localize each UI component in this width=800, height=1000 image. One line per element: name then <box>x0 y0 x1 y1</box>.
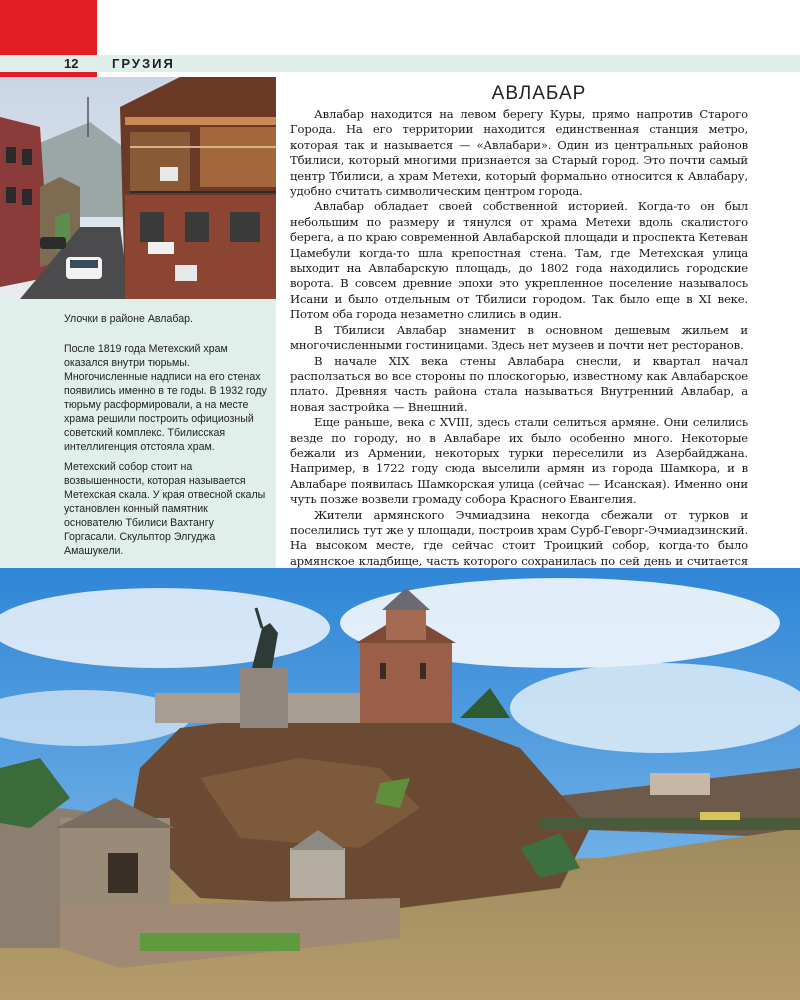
article <box>290 82 748 585</box>
caption-cathedral: Метехский собор стоит на возвышенности, которая называется Метехская скала. У края отвесной скалы установлен конный памятник основателю Тбилиси Вахтангу Горгасали. Скульптор Элгуджа Амашукели. <box>64 461 266 557</box>
caption-prison: После 1819 года Метехский храм оказался внутри тюрьмы. Многочисленные надписи на его стенах появились именно в те годы. В 1932 году тюрьму расформировали, а на месте храма решили построить официозный советский комплекс. Тбилисская интеллигенция отстояла храм. <box>64 343 267 453</box>
page-number: 12 <box>64 56 79 71</box>
metekhi-photo <box>0 568 800 1000</box>
article-title: АВЛАБАР <box>491 83 587 104</box>
caption-street: Улочки в районе Авлабар. <box>64 313 193 325</box>
street-photo <box>0 77 276 299</box>
article-paragraph: Авлабар обладает своей собственной историей. Когда-то он был небольшим по размеру и тянулся от храма Метехи вдоль скалистого берега, а по краю современной Авлабарской площади и проспекта Кетеван Цамебули когда-то шла крепостная стена. Там, где Метехская улица выходит на Авлабарскую площадь, до 1802 года находились городские ворота. В совсем древние эпохи это укрепленное поселение называлось Исани и было отдельным от Тбилиси городом. Так было еще в XI веке. Потом оба города незаметно слились в один. <box>290 199 748 322</box>
article-paragraph: Жители армянского Эчмиадзина некогда сбежали от турков и поселились тут же у площади, построив храм Сурб-Геворг-Эчмиадзинский. На высоком месте, где сейчас стоит Троицкий собор, когда-то было армянское кладбище, часть которого сохранилась по сей день и считается <box>290 507 748 568</box>
article-paragraph: В Тбилиси Авлабар знаменит в основном дешевым жильем и многочисленными гостиницами. Здесь нет музеев и почти нет ресторанов. <box>290 322 748 353</box>
article-paragraph: Еще раньше, века с XVIII, здесь стали селиться армяне. Они селились везде по городу, но в Авлабаре их было особенно много. Некоторые бежали из Армении, некоторых турки переселили из Азербайджана. Например, в 1722 году сюда выселили армян из города Шамкора, и в Авлабаре появилась Шамкорская улица (сейчас — Исанская). Именно они чуть позже возвели громаду собора Красного Евангелия. <box>290 415 748 507</box>
red-corner-tab <box>0 0 97 55</box>
article-paragraph: В начале XIX века стены Авлабара снесли, и квартал начал расползаться во все стороны по плоскогорью, известному как Авлабарское плато. Древняя часть района стала называться Внутренний Авлабар, а новая застройка — Внешний. <box>290 353 748 414</box>
running-title: ГРУЗИЯ <box>112 56 175 71</box>
article-paragraph: Авлабар находится на левом берегу Куры, прямо напротив Старого Города. На его территории находится единственная станция метро, которая так и называется — «Авлабари». Один из центральных районов Тбилиси, который многими признается за Старый город. Это почти самый центр Тбилиси, а храм Метехи, который формально относится к Авлабару, удобно считать символическим центром города. <box>290 107 748 199</box>
